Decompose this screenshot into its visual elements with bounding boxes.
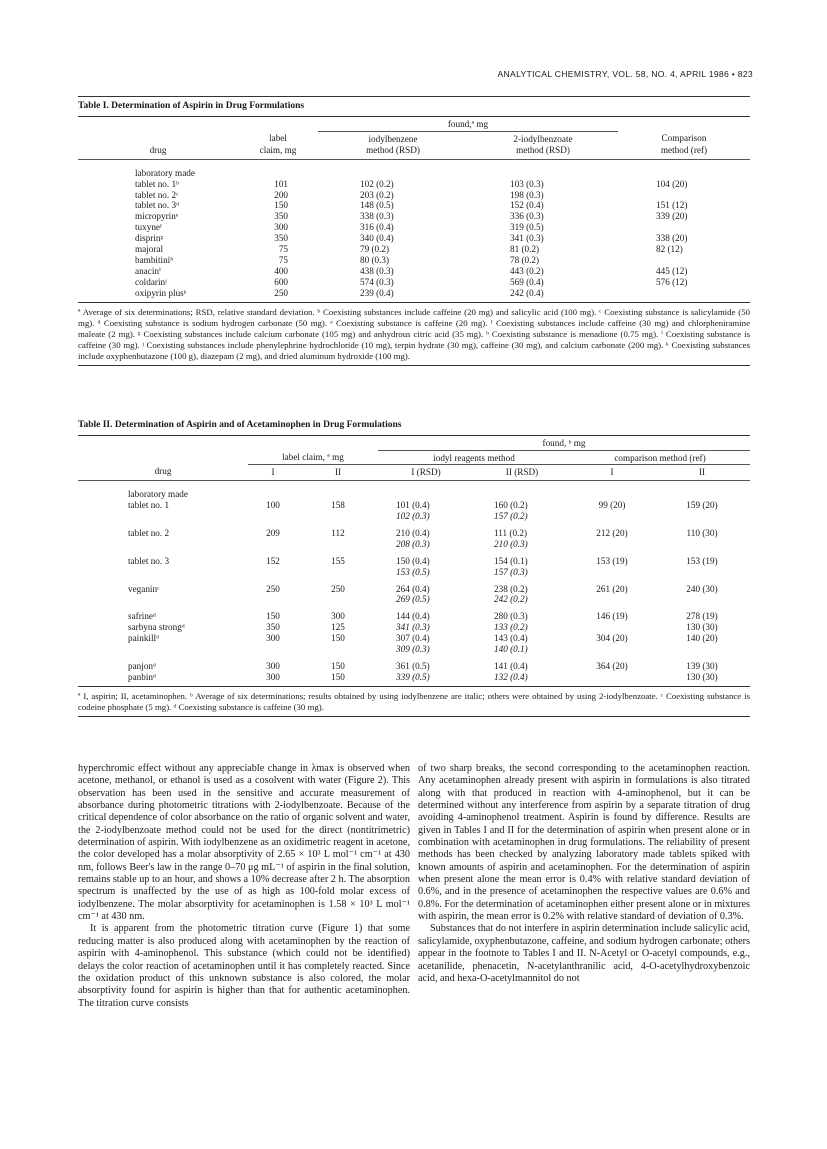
cell-iodyl-I: 307 (0.4) — [396, 633, 430, 644]
table-1-col-label-1: label — [269, 133, 287, 144]
table-row — [78, 190, 750, 201]
table-row — [78, 266, 750, 277]
cell-comp-II: 153 (19) — [686, 555, 718, 566]
cell-empty — [298, 594, 378, 605]
cell-empty — [298, 567, 378, 578]
cell-claim: 350 — [274, 233, 288, 244]
cell-empty — [570, 511, 654, 522]
cell-comp-I: 212 (20) — [596, 527, 628, 538]
table-row — [78, 500, 750, 511]
cell-iodyl-I-italic: 269 (0.5) — [396, 594, 430, 605]
cell-drug: anacinⁱ — [135, 265, 161, 276]
table-2-col-iodyl-II: II (RSD) — [505, 466, 539, 477]
table-1-col-drug: drug — [149, 144, 167, 155]
table-row-italic — [78, 594, 750, 605]
cell-iodyl-II: 141 (0.4) — [494, 661, 528, 671]
cell-label-II: 300 — [331, 611, 345, 622]
cell-drug: tablet no. 2ᶜ — [135, 189, 179, 200]
table-row — [78, 211, 750, 222]
table-row — [78, 633, 750, 644]
cell-iodyl-I: 101 (0.4) — [396, 500, 430, 511]
cell-iodyl: 80 (0.3) — [360, 254, 390, 265]
cell-claim: 250 — [274, 287, 288, 298]
cell-iodylbz: 443 (0.2) — [510, 265, 544, 276]
table-1-title: Table I. Determination of Aspirin in Drug Formulations — [78, 101, 305, 111]
cell-comp-II: 278 (19) — [686, 611, 718, 622]
cell-iodyl: 203 (0.2) — [360, 189, 394, 200]
cell-drug: panjonᵈ — [128, 661, 156, 671]
cell-drug: oxipyrin plusᵏ — [135, 287, 187, 298]
cell-label-II: 158 — [331, 500, 345, 511]
cell-empty — [654, 539, 750, 550]
cell-comp-II: 130 (30) — [686, 622, 718, 633]
cell-iodyl-II: 133 (0.2) — [494, 622, 528, 633]
table-row — [78, 222, 750, 233]
cell-comp-II: 110 (30) — [686, 527, 718, 538]
paragraph: hyperchromic effect without any appreciable change in λmax is observed when acetone, methanol, or ethanol is used as a cosolvent with water (Figure 2). This observation has been used in the sensitive and accurate measurement of absorbance during photometric titrations with 2-iodylbenzoate. Because of the critical dependence of color absorbance on the ratio of organic solvent and water, the 2-iodylbenzoate method could not be used for the direct (nontitrimetric) determination of aspirin. With iodylbenzene as an oxidimetric reagent in acetone, the color developed has a molar absorptivity of 2.65 × 10³ L mol⁻¹ cm⁻¹ at 430 nm, follows Beer's law in the range 0–70 μg mL⁻¹ of aspirin in the final solution, remains stable up to an hour, and shows a 10% decrease after 2 h. The absorption spectrum is unaffected by the use of as high as 100-fold molar excess of iodylbenzene. The molar absorptivity for acetaminophen is 1.58 × 10³ L mol⁻¹ cm⁻¹ at 430 nm. — [78, 763, 410, 923]
cell-empty — [78, 539, 248, 550]
cell-label-I: 250 — [266, 583, 280, 594]
cell-empty — [654, 644, 750, 655]
table-2-grid — [78, 438, 750, 683]
cell-iodyl-II-italic: 140 (0.1) — [494, 644, 528, 655]
cell-empty — [570, 567, 654, 578]
cell-claim: 101 — [274, 178, 288, 189]
cell-comparison: 576 (12) — [656, 276, 688, 287]
cell-comparison: 82 (12) — [656, 244, 683, 255]
cell-label-II: 150 — [331, 671, 345, 682]
cell-iodyl-I: 361 (0.5) — [396, 661, 430, 671]
paragraph: of two sharp breaks, the second corresponding to the acetaminophen reaction. Any acetaminophen already present with aspirin in formulations is also titrated along with that produced in reaction with 4-aminophenol, but it can be determined without any interference from aspirin by a separate titration of drug avoiding 4-aminophenol treatment. Aspirin is found by difference. Results are given in Tables I and II for the determination of aspirin when present alone or in combination with acetaminophen in drug formulations. The reliability of present methods has been checked by analyzing laboratory made tablets spiked with known amounts of aspirin and acetaminophen. For the determination of aspirin when present alone the mean error is 0.4% with relative standard deviation of 0.6%, and in the presence of acetaminophen the respective values are 0.6% and 0.8%. For the determination of acetaminophen either present alone or in mixtures with aspirin, the mean error is 0.2% with relative standard of deviation of 0.3%. — [418, 763, 750, 923]
cell-drug: safrineᵈ — [128, 611, 156, 622]
cell-iodyl-II-italic: 242 (0.2) — [494, 594, 528, 605]
cell-drug: sarbyna strongᵈ — [128, 622, 185, 633]
cell-claim: 400 — [274, 265, 288, 276]
table-1-col-iodyl-1: iodylbenzene — [368, 133, 418, 144]
table-row — [78, 584, 750, 595]
cell-iodyl-II: 132 (0.4) — [494, 671, 528, 682]
cell-empty — [248, 539, 298, 550]
table-2-col-drug: drug — [154, 466, 172, 477]
cell-comp-II: 140 (20) — [686, 633, 718, 644]
table-1-col-iodylbz-2: method (RSD) — [516, 144, 570, 155]
cell-drug: panbinᵈ — [128, 671, 156, 682]
cell-label-I: 300 — [266, 661, 280, 671]
cell-iodylbz: 569 (0.4) — [510, 276, 544, 287]
cell-drug: majoral — [135, 244, 164, 255]
table-row — [78, 244, 750, 255]
table-2-footnote: ª I, aspirin; II, acetaminophen. ᵇ Average of six determinations; results obtained by using iodylbenzene are italic; others were obtained by using 2-iodylbenzoate. ᶜ Coexisting substance is codeine phosphate (5 mg). ᵈ Coexisting substance is caffeine (30 mg). — [78, 690, 750, 712]
cell-empty — [654, 594, 750, 605]
cell-comp-I: 146 (19) — [596, 611, 628, 622]
body-column-left — [78, 763, 410, 1010]
cell-iodyl-II-italic: 157 (0.3) — [494, 566, 528, 577]
cell-empty — [78, 644, 248, 655]
cell-iodyl-II: 238 (0.2) — [494, 583, 528, 594]
cell-iodyl: 338 (0.3) — [360, 211, 394, 222]
cell-iodylbz: 336 (0.3) — [510, 211, 544, 222]
cell-comparison: 151 (12) — [656, 200, 688, 211]
table-1-col-comp-1: Comparison — [661, 133, 707, 144]
table-row — [78, 200, 750, 211]
table-2-col-label-II: II — [334, 466, 342, 477]
cell-empty — [248, 511, 298, 522]
table-1-footnote: ª Average of six determinations; RSD, relative standard deviation. ᵇ Coexisting substances include caffeine (20 mg) and salicylic acid (100 mg). ᶜ Coexisting substance is salicylamide (50 mg). ᵈ Coexisting substance is sodium hydrogen carbonate (50 mg). ᵉ Coexisting substance is caffeine (20 mg). ᶠ Coexisting substances include caffeine (30 mg) and chlorpheniramine maleate (2 mg). ᵍ Coexisting substances include calcium carbonate (105 mg) and anhydrous citric acid (35 mg). ʰ Coexisting substance is menadione (0.75 mg). ⁱ Coexisting substance is caffeine (30 mg). ʲ Coexisting substances include phenylephrine hydrochloride (10 mg), terpin hydrate (30 mg), caffeine (30 mg), and calcium carbonate (200 mg). ᵏ Coexisting substances include oxyphenbutazone (100 g), diazepam (2 mg), and dried aluminum hydroxide (100 mg). — [78, 306, 750, 361]
table-2-col-label-claim: label claim, ª mg — [248, 450, 378, 464]
table-2-found-header: found, ᵇ mg — [542, 438, 586, 448]
cell-comparison — [618, 190, 750, 201]
table-row — [78, 179, 750, 190]
table-row — [78, 233, 750, 244]
table-1 — [78, 96, 750, 366]
cell-label-II: 125 — [331, 622, 345, 633]
cell-iodyl-II-italic: 157 (0.2) — [494, 511, 528, 522]
cell-iodylbz: 152 (0.4) — [510, 200, 544, 211]
cell-iodyl: 148 (0.5) — [360, 200, 394, 211]
cell-iodylbz: 78 (0.2) — [510, 254, 540, 265]
cell-iodylbz: 81 (0.2) — [510, 244, 540, 255]
cell-label-II: 155 — [331, 555, 345, 566]
table-1-col-label-2: claim, mg — [259, 144, 297, 155]
cell-drug: tablet no. 1ᵇ — [135, 178, 179, 189]
table-row-italic — [78, 567, 750, 578]
table-row-italic — [78, 539, 750, 550]
cell-iodyl: 340 (0.4) — [360, 233, 394, 244]
cell-iodyl-II: 154 (0.1) — [494, 555, 528, 566]
cell-comp-I: 304 (20) — [596, 633, 628, 644]
cell-claim: 350 — [274, 211, 288, 222]
cell-empty — [654, 511, 750, 522]
cell-drug: tablet no. 2 — [128, 527, 170, 538]
table-row — [78, 277, 750, 288]
cell-comp-I — [570, 672, 654, 683]
cell-empty — [248, 594, 298, 605]
table-row — [78, 611, 750, 622]
cell-label-II: 150 — [331, 633, 345, 644]
cell-iodyl-I-italic: 102 (0.3) — [396, 511, 430, 522]
cell-drug: tablet no. 3ᵈ — [135, 200, 179, 211]
cell-iodyl-II: 111 (0.2) — [494, 527, 527, 538]
table-1-found-header: found,ª mg — [447, 119, 489, 129]
cell-empty — [654, 567, 750, 578]
cell-claim: 600 — [274, 276, 288, 287]
cell-iodyl-II-italic: 210 (0.3) — [494, 538, 528, 549]
cell-comparison: 445 (12) — [656, 265, 688, 276]
cell-claim: 75 — [278, 254, 288, 265]
cell-empty — [570, 644, 654, 655]
cell-label-I: 209 — [266, 527, 280, 538]
paragraph: It is apparent from the photometric titration curve (Figure 1) that some reducing matter is also produced along with acetaminophen by the reaction of aspirin with 4-aminophenol. This substance (which could not be identified) delays the color reaction of acetaminophen until it has completely reacted. Since the oxidation product of this unknown substance is also colored, the molar absorptivity found for aspirin is higher than that for authentic acetaminophen. The titration curve consists — [78, 923, 410, 1009]
table-row — [78, 556, 750, 567]
table-1-grid — [78, 119, 750, 299]
cell-iodyl: 438 (0.3) — [360, 265, 394, 276]
table-1-col-iodyl-2: method (RSD) — [366, 144, 420, 155]
cell-comparison: 104 (20) — [656, 178, 688, 189]
cell-iodyl-I: 210 (0.4) — [396, 527, 430, 538]
cell-drug: painkillᵈ — [128, 633, 159, 644]
cell-comparison: 339 (20) — [656, 211, 688, 222]
cell-iodyl: 316 (0.4) — [360, 222, 394, 233]
running-head: ANALYTICAL CHEMISTRY, VOL. 58, NO. 4, APRIL 1986 • 823 — [497, 69, 753, 79]
table-2-col-iodyl: iodyl reagents method — [378, 450, 570, 464]
cell-empty — [570, 594, 654, 605]
table-2-col-label-I: I — [271, 466, 275, 477]
cell-drug: bambitiniʰ — [135, 254, 174, 265]
cell-iodyl-I-italic: 309 (0.3) — [396, 644, 430, 655]
cell-comp-II: 130 (30) — [686, 671, 718, 682]
cell-empty — [298, 644, 378, 655]
table-2 — [78, 420, 750, 717]
cell-comparison — [618, 255, 750, 266]
table-2-col-comp: comparison method (ref) — [570, 450, 750, 464]
cell-label-I: 150 — [266, 611, 280, 622]
cell-claim: 75 — [278, 244, 288, 255]
cell-drug: veganinᶜ — [128, 583, 160, 594]
cell-claim: 150 — [274, 200, 288, 211]
cell-comparison — [618, 222, 750, 233]
cell-iodyl-II: 280 (0.3) — [494, 611, 528, 622]
cell-label-I: 152 — [266, 555, 280, 566]
cell-iodyl-I-italic: 153 (0.5) — [396, 566, 430, 577]
cell-iodylbz: 198 (0.3) — [510, 189, 544, 200]
cell-drug: micropyrinᵉ — [135, 211, 179, 222]
cell-iodyl: 79 (0.2) — [360, 244, 390, 255]
table-row — [78, 255, 750, 266]
cell-claim: 300 — [274, 222, 288, 233]
cell-comp-II: 139 (30) — [686, 661, 718, 671]
cell-comparison: 338 (20) — [656, 233, 688, 244]
cell-empty — [298, 539, 378, 550]
table-row — [78, 622, 750, 633]
cell-iodyl-I: 150 (0.4) — [396, 555, 430, 566]
table-row — [78, 661, 750, 672]
table-1-col-comp-2: method (ref) — [660, 144, 708, 155]
cell-comp-II: 159 (20) — [686, 500, 718, 511]
cell-iodyl-I: 341 (0.3) — [396, 622, 430, 633]
cell-iodylbz: 319 (0.5) — [510, 222, 544, 233]
cell-label-II: 150 — [331, 661, 345, 671]
cell-label-I: 100 — [266, 500, 280, 511]
cell-drug: disprinᵍ — [135, 233, 164, 244]
cell-iodyl-II: 160 (0.2) — [494, 500, 528, 511]
cell-empty — [78, 511, 248, 522]
cell-iodyl-I: 264 (0.4) — [396, 583, 430, 594]
cell-iodyl: 239 (0.4) — [360, 287, 394, 298]
cell-comp-I: 99 (20) — [598, 500, 626, 511]
cell-drug: coldarinʲ — [135, 276, 167, 287]
cell-drug: tablet no. 3 — [128, 555, 170, 566]
cell-empty — [78, 567, 248, 578]
cell-iodyl-I-italic: 208 (0.3) — [396, 538, 430, 549]
cell-iodyl-II: 143 (0.4) — [494, 633, 528, 644]
cell-empty — [248, 567, 298, 578]
cell-iodylbz: 242 (0.4) — [510, 287, 544, 298]
cell-claim: 200 — [274, 189, 288, 200]
cell-label-I: 300 — [266, 671, 280, 682]
table-2-group: laboratory made — [128, 489, 188, 500]
cell-comp-I: 261 (20) — [596, 583, 628, 594]
cell-iodyl: 574 (0.3) — [360, 276, 394, 287]
body-column-right — [418, 763, 750, 985]
cell-comp-I — [570, 622, 654, 633]
cell-label-I: 350 — [266, 622, 280, 633]
table-row — [78, 672, 750, 683]
table-2-col-comp-I: I — [610, 466, 614, 477]
cell-empty — [570, 539, 654, 550]
table-row — [78, 528, 750, 539]
cell-comp-I: 364 (20) — [596, 661, 628, 671]
cell-iodylbz: 341 (0.3) — [510, 233, 544, 244]
cell-iodyl-I: 144 (0.4) — [396, 611, 430, 622]
paragraph: Substances that do not interfere in aspirin determination include salicylic acid, salicylamide, oxyphenbutazone, caffeine, and sodium hydrogen carbonate; others appear in the footnote to Tables I and II. N-Acetyl or O-acetyl compounds, e.g., acetanilide, phenacetin, N-acetylanthranilic acid, 4-O-acetylhydroxybenzoic acid, and hexa-O-acetylmannitol do not — [418, 923, 750, 984]
table-2-col-comp-II: II — [698, 466, 706, 477]
table-1-col-iodylbz-1: 2-iodylbenzoate — [513, 133, 573, 144]
table-row-italic — [78, 644, 750, 655]
cell-iodyl: 102 (0.2) — [360, 178, 394, 189]
table-2-col-iodyl-I: I (RSD) — [411, 466, 441, 477]
table-2-title: Table II. Determination of Aspirin and of Acetaminophen in Drug Formulations — [78, 420, 402, 430]
cell-comp-I: 153 (19) — [596, 555, 628, 566]
cell-drug: tablet no. 1 — [128, 500, 170, 511]
cell-label-II: 250 — [331, 583, 345, 594]
table-row — [78, 288, 750, 299]
cell-comp-II: 240 (30) — [686, 583, 718, 594]
table-1-group: laboratory made — [135, 167, 195, 178]
table-row-italic — [78, 511, 750, 522]
cell-empty — [248, 644, 298, 655]
cell-empty — [78, 594, 248, 605]
cell-iodyl-I: 339 (0.5) — [396, 671, 430, 682]
cell-iodylbz: 103 (0.3) — [510, 178, 544, 189]
cell-label-I: 300 — [266, 633, 280, 644]
cell-label-II: 112 — [331, 527, 345, 538]
cell-drug: tuxyneᶠ — [135, 222, 162, 233]
cell-empty — [298, 511, 378, 522]
cell-comparison — [618, 288, 750, 299]
